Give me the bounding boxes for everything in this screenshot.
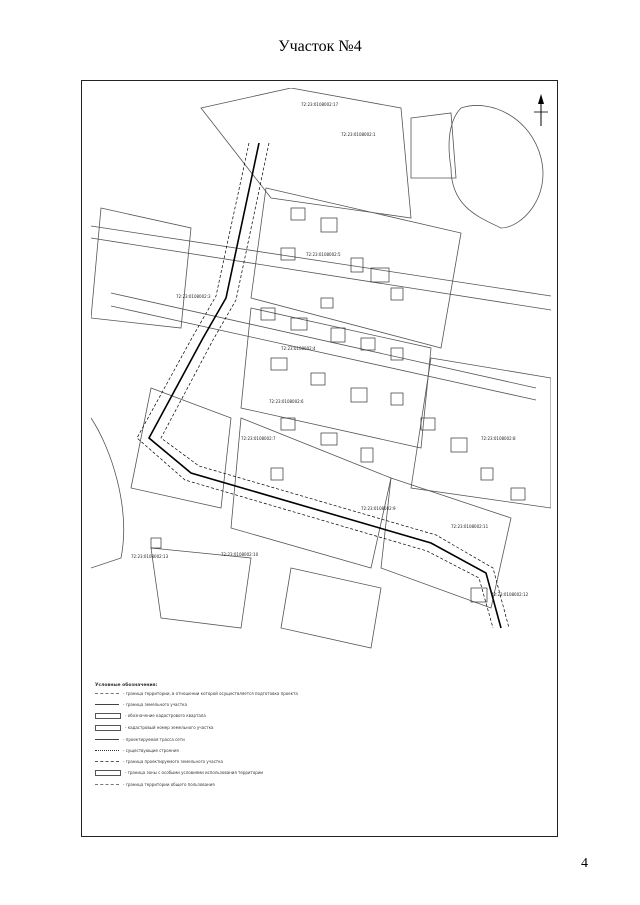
parcel-label: 72:23:0108002:10 [221,552,259,557]
legend-item: - граница территории, в отношении которой осуществляется подготовка проекта [95,691,355,696]
parcel-label: 72:23:0108002:11 [451,524,489,529]
parcel-label: 72:23:0108002:9 [361,506,396,511]
legend-item: - граница зоны с особыми условиями использования территории [95,770,355,776]
legend-heading: Условные обозначения: [95,683,158,688]
north-arrow-icon [534,94,548,126]
parcel-label: 72:23:0108002:13 [131,554,169,559]
parcel-label: 72:23:0108002:8 [481,436,516,441]
parcel-label: 72:23:0108002:5 [306,252,341,257]
legend-item: - обозначение кадастрового квартала [95,713,355,719]
page-title: Участок №4 [278,38,362,55]
legend-symbol [95,784,119,787]
cadastral-map [91,88,551,678]
legend-item: - проектируемая трасса сети [95,737,355,742]
legend-item: - существующие строения [95,748,355,753]
legend-symbol [95,750,119,753]
legend-item: - граница земельного участка [95,702,355,707]
legend-symbol [95,770,121,776]
legend-symbol [95,761,119,764]
page-number: 4 [581,856,588,871]
legend-item: - граница территории общего пользования [95,782,355,787]
parcel-label: 72:23:0108002:12 [491,592,529,597]
legend-item: - кадастровый номер земельного участка [95,725,355,731]
legend-symbol [95,693,119,696]
map-legend [95,683,355,793]
legend-symbol [95,739,119,742]
legend-item: - граница проектируемого земельного участка [95,759,355,764]
parcel-label: 72:23:0108002:7 [241,436,276,441]
parcel-label: 72:23:0108002:3 [176,294,211,299]
legend-symbol [95,713,121,719]
legend-symbol [95,704,119,707]
parcel-label: 72:23:0108002:1 [341,132,376,137]
parcel-label: 72:23:0108002:4 [281,346,316,351]
parcel-label: 72:23:0108002:17 [301,102,339,107]
parcel-label: 72:23:0108002:6 [269,399,304,404]
legend-symbol [95,725,121,731]
